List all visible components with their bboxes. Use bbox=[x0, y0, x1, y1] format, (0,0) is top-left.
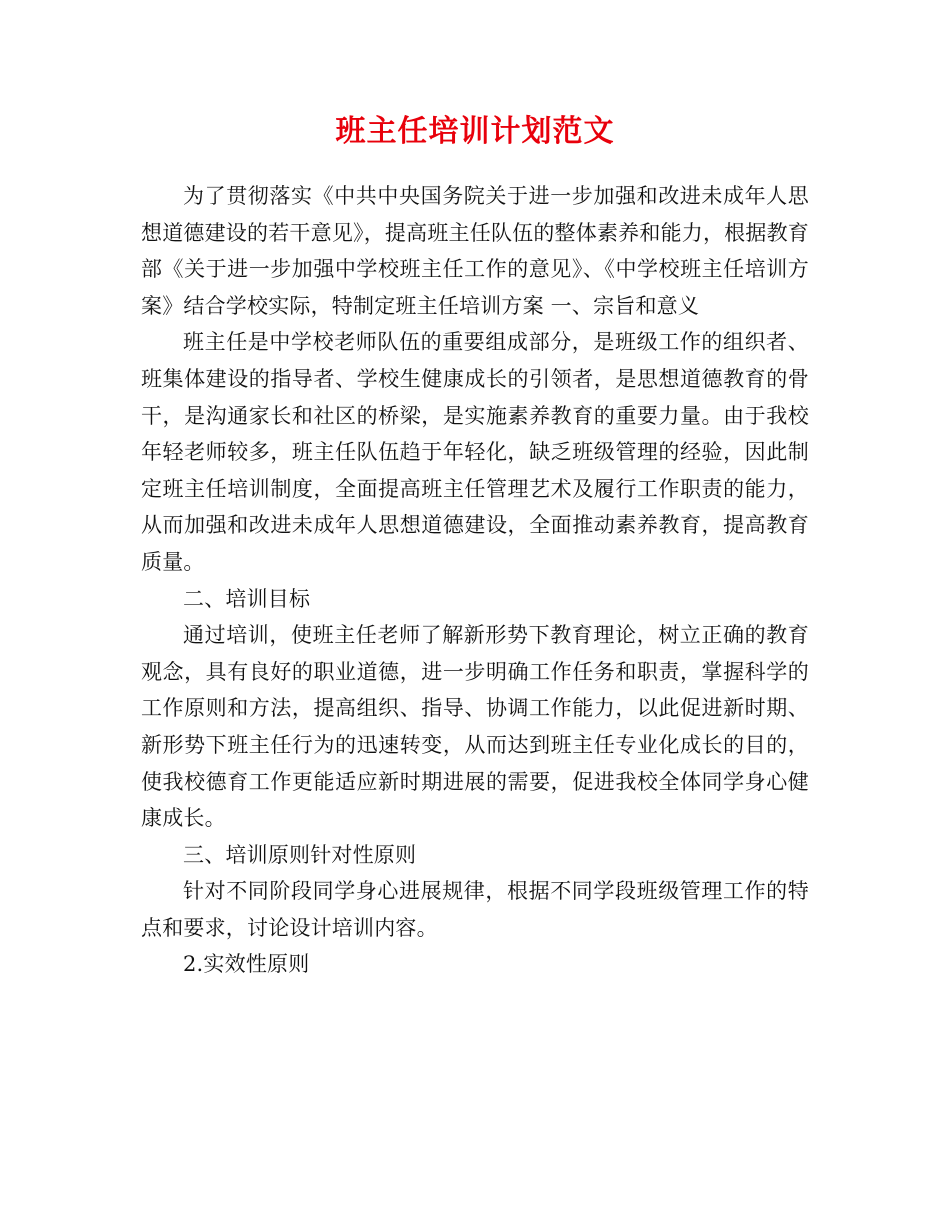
paragraph-goals: 通过培训，使班主任老师了解新形势下教育理论，树立正确的教育观念，具有良好的职业道德，进一步明确工作任务和职责，掌握科学的工作原则和方法，提高组织、指导、协调工作能力，以此促进新时期、新形势下班主任行为的迅速转变，从而达到班主任专业化成长的目的，使我校德育工作更能适应新时期进展的需要，促进我校全体同学身心健康成长。 bbox=[141, 623, 809, 831]
section-heading-effectiveness: 2.实效性原则 bbox=[183, 952, 310, 977]
paragraph-principles: 针对不同阶段同学身心进展规律，根据不同学段班级管理工作的特点和要求，讨论设计培训内容。 bbox=[141, 879, 809, 940]
document-body bbox=[141, 178, 809, 983]
section-heading-principles: 三、培训原则针对性原则 bbox=[183, 842, 417, 867]
paragraph-significance: 班主任是中学校老师队伍的重要组成部分，是班级工作的组织者、班集体建设的指导者、学校生健康成长的引领者，是思想道德教育的骨干，是沟通家长和社区的桥梁，是实施素养教育的重要力量。由于我校年轻老师较多，班主任队伍趋于年轻化，缺乏班级管理的经验，因此制定班主任培训制度，全面提高班主任管理艺术及履行工作职责的能力，从而加强和改进未成年人思想道德建设，全面推动素养教育，提高教育质量。 bbox=[141, 330, 809, 574]
section-heading-goals: 二、培训目标 bbox=[183, 586, 311, 611]
paragraph-intro: 为了贯彻落实《中共中央国务院关于进一步加强和改进未成年人思想道德建设的若干意见》，提高班主任队伍的整体素养和能力，根据教育部《关于进一步加强中学校班主任工作的意见》、《中学校班主任培训方案》结合学校实际，特制定班主任培训方案 一、宗旨和意义 bbox=[141, 184, 809, 318]
document-title: 班主任培训计划范文 bbox=[335, 114, 615, 149]
